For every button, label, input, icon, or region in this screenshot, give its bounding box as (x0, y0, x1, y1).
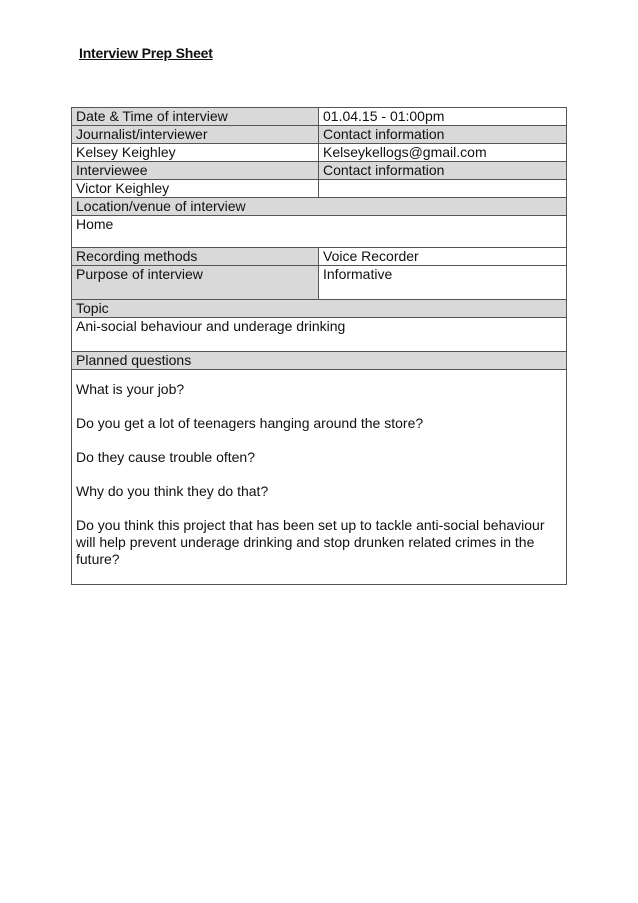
interview-prep-table (71, 107, 567, 585)
journalist-contact: Kelseykellogs@gmail.com (319, 144, 567, 162)
interviewee-row (72, 180, 567, 198)
purpose-value: Informative (319, 266, 567, 300)
interviewee-header-row (72, 162, 567, 180)
journalist-name: Kelsey Keighley (72, 144, 319, 162)
journalist-header-row (72, 126, 567, 144)
questions-label: Planned questions (72, 352, 567, 370)
recording-value: Voice Recorder (319, 248, 567, 266)
questions-header-row (72, 352, 567, 370)
document-title: Interview Prep Sheet (79, 45, 213, 61)
question-item: Do you get a lot of teenagers hanging around the store? (76, 415, 424, 431)
datetime-value: 01.04.15 - 01:00pm (319, 108, 567, 126)
journalist-header-label: Journalist/interviewer (72, 126, 319, 144)
location-value: Home (72, 216, 567, 248)
question-item: Do you think this project that has been set up to tackle anti-social behaviour will help prevent underage drinking and stop drunken related crimes in the future? (76, 517, 545, 567)
question-item: What is your job? (76, 381, 185, 397)
datetime-label: Date & Time of interview (72, 108, 319, 126)
topic-value: Ani-social behaviour and underage drinking (72, 318, 567, 352)
questions-row (72, 370, 567, 585)
question-item: Why do you think they do that? (76, 483, 269, 499)
interviewee-contact-header: Contact information (319, 162, 567, 180)
question-item: Do they cause trouble often? (76, 449, 256, 465)
location-value-row (72, 216, 567, 248)
datetime-row (72, 108, 567, 126)
questions-list (72, 370, 567, 585)
purpose-label: Purpose of interview (72, 266, 319, 300)
location-label: Location/venue of interview (72, 198, 567, 216)
interviewee-contact (319, 180, 567, 198)
topic-label: Topic (72, 300, 567, 318)
location-header-row (72, 198, 567, 216)
interviewee-name: Victor Keighley (72, 180, 319, 198)
purpose-row (72, 266, 567, 300)
interviewee-header-label: Interviewee (72, 162, 319, 180)
recording-label: Recording methods (72, 248, 319, 266)
recording-row (72, 248, 567, 266)
topic-value-row (72, 318, 567, 352)
journalist-row (72, 144, 567, 162)
journalist-contact-header: Contact information (319, 126, 567, 144)
topic-header-row (72, 300, 567, 318)
